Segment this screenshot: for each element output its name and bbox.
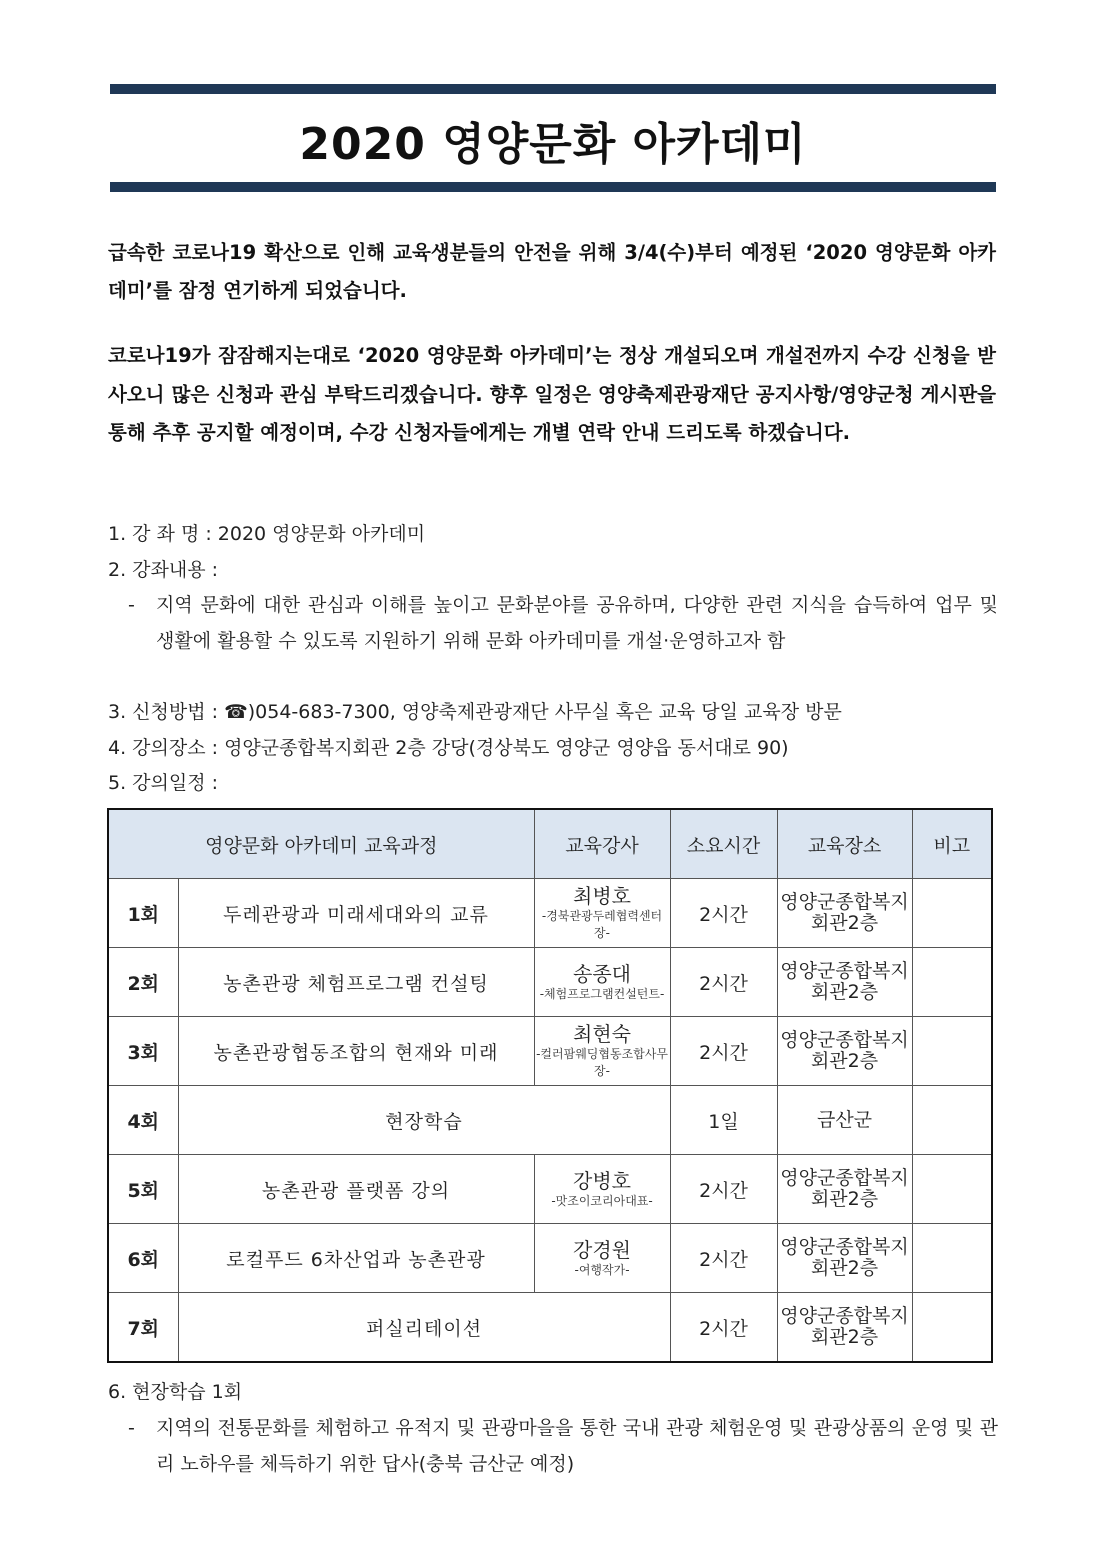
instructor-role: -체험프로그램컨설턴트- — [539, 986, 665, 1001]
table-row — [108, 1086, 992, 1155]
location-cell: 영양군종합복지회관2층 — [777, 1155, 912, 1224]
note-cell — [912, 1017, 992, 1086]
round-cell: 4회 — [108, 1086, 178, 1155]
location-cell: 금산군 — [777, 1086, 912, 1155]
course-cell: 로컬푸드 6차산업과 농촌관광 — [178, 1224, 534, 1293]
instructor-name: 최병호 — [573, 884, 631, 908]
note-cell — [912, 1293, 992, 1363]
duration-cell: 2시간 — [670, 1293, 777, 1363]
header-instructor: 교육강사 — [534, 809, 670, 879]
table-row — [108, 948, 992, 1017]
table-row — [108, 1293, 992, 1363]
instructor-name: 최현숙 — [573, 1022, 631, 1046]
duration-cell: 2시간 — [670, 1017, 777, 1086]
instructor-cell — [534, 1017, 670, 1086]
note-cell — [912, 1155, 992, 1224]
round-cell: 7회 — [108, 1293, 178, 1363]
instructor-role: -여행작가- — [574, 1262, 630, 1277]
duration-cell: 2시간 — [670, 1155, 777, 1224]
item-course-content-detail — [128, 587, 998, 659]
round-cell: 3회 — [108, 1017, 178, 1086]
field-trip-text: 지역의 전통문화를 체험하고 유적지 및 관광마을을 통한 국내 관광 체험운영 및 관광상품의 운영 및 관리 노하우를 체득하기 위한 답사(충북 금산군 예정) — [156, 1417, 998, 1475]
instructor-name: 송종대 — [573, 961, 631, 986]
header-note: 비고 — [912, 809, 992, 879]
instructor-role: -컬러팜웨딩협동조합사무장- — [536, 1047, 668, 1078]
dash-bullet: - — [128, 1417, 135, 1439]
table-header-row — [108, 809, 992, 879]
table-row — [108, 1155, 992, 1224]
course-cell: 농촌관광협동조합의 현재와 미래 — [178, 1017, 534, 1086]
instructor-role: -맛조이코리아대표- — [551, 1193, 653, 1208]
duration-cell: 2시간 — [670, 879, 777, 948]
schedule-table — [107, 808, 993, 1363]
title-top-rule — [110, 84, 996, 94]
table-row — [108, 879, 992, 948]
item-application-method: 3. 신청방법 : ☎)054-683-7300, 영양축제관광재단 사무실 혹은 교육 당일 교육장 방문 — [108, 701, 842, 723]
note-cell — [912, 879, 992, 948]
round-cell: 5회 — [108, 1155, 178, 1224]
header-duration: 소요시간 — [670, 809, 777, 879]
duration-cell: 2시간 — [670, 948, 777, 1017]
table-row — [108, 1224, 992, 1293]
instructor-cell — [534, 1224, 670, 1293]
round-cell: 1회 — [108, 879, 178, 948]
location-cell: 영양군종합복지회관2층 — [777, 879, 912, 948]
instructor-name: 강경원 — [573, 1237, 631, 1262]
course-cell: 현장학습 — [178, 1086, 670, 1155]
location-cell: 영양군종합복지회관2층 — [777, 948, 912, 1017]
course-content-text: 지역 문화에 대한 관심과 이해를 높이고 문화분야를 공유하며, 다양한 관련 지식을 습득하여 업무 및 생활에 활용할 수 있도록 지원하기 위해 문화 아카데미를 개설·운영하고자 함 — [156, 594, 998, 652]
item-field-trip: 6. 현장학습 1회 — [108, 1381, 243, 1403]
title-bottom-rule — [110, 182, 996, 192]
course-cell: 농촌관광 체험프로그램 컨설팅 — [178, 948, 534, 1017]
dash-bullet: - — [128, 594, 135, 616]
item-field-trip-detail — [128, 1410, 998, 1482]
round-cell: 6회 — [108, 1224, 178, 1293]
location-cell: 영양군종합복지회관2층 — [777, 1017, 912, 1086]
item-course-name: 1. 강 좌 명 : 2020 영양문화 아카데미 — [108, 523, 426, 545]
instructor-name: 강병호 — [573, 1168, 631, 1193]
course-cell: 두레관광과 미래세대와의 교류 — [178, 879, 534, 948]
note-cell — [912, 948, 992, 1017]
header-course: 영양문화 아카데미 교육과정 — [108, 809, 534, 879]
note-cell — [912, 1086, 992, 1155]
page-title: 2020 영양문화 아카데미 — [299, 119, 807, 170]
intro-paragraph-2: 코로나19가 잠잠해지는대로 ‘2020 영양문화 아카데미’는 정상 개설되오며 개설전까지 수강 신청을 받사오니 많은 신청과 관심 부탁드리겠습니다. 향후 일정은 영양축제관광재단 공지사항/영양군청 게시판을 통해 추후 공지할 예정이며, 수강 신청자들에게는 개별 연락 안내 드리도록 하겠습니다. — [108, 344, 996, 444]
location-cell: 영양군종합복지회관2층 — [777, 1224, 912, 1293]
duration-cell: 1일 — [670, 1086, 777, 1155]
instructor-cell — [534, 948, 670, 1017]
intro-paragraph-1: 급속한 코로나19 확산으로 인해 교육생분들의 안전을 위해 3/4(수)부터 예정된 ‘2020 영양문화 아카데미’를 잠정 연기하게 되었습니다. — [108, 241, 996, 302]
course-cell: 퍼실리테이션 — [178, 1293, 670, 1363]
instructor-cell — [534, 879, 670, 948]
instructor-cell — [534, 1155, 670, 1224]
table-row — [108, 1017, 992, 1086]
duration-cell: 2시간 — [670, 1224, 777, 1293]
item-lecture-venue: 4. 강의장소 : 영양군종합복지회관 2층 강당(경상북도 영양군 영양읍 동서대로 90) — [108, 737, 789, 759]
header-location: 교육장소 — [777, 809, 912, 879]
item-course-content: 2. 강좌내용 : — [108, 559, 219, 581]
instructor-role: -경북관광두레협력센터장- — [541, 909, 663, 940]
item-lecture-schedule: 5. 강의일정 : — [108, 772, 219, 794]
course-cell: 농촌관광 플랫폼 강의 — [178, 1155, 534, 1224]
round-cell: 2회 — [108, 948, 178, 1017]
note-cell — [912, 1224, 992, 1293]
location-cell: 영양군종합복지회관2층 — [777, 1293, 912, 1363]
